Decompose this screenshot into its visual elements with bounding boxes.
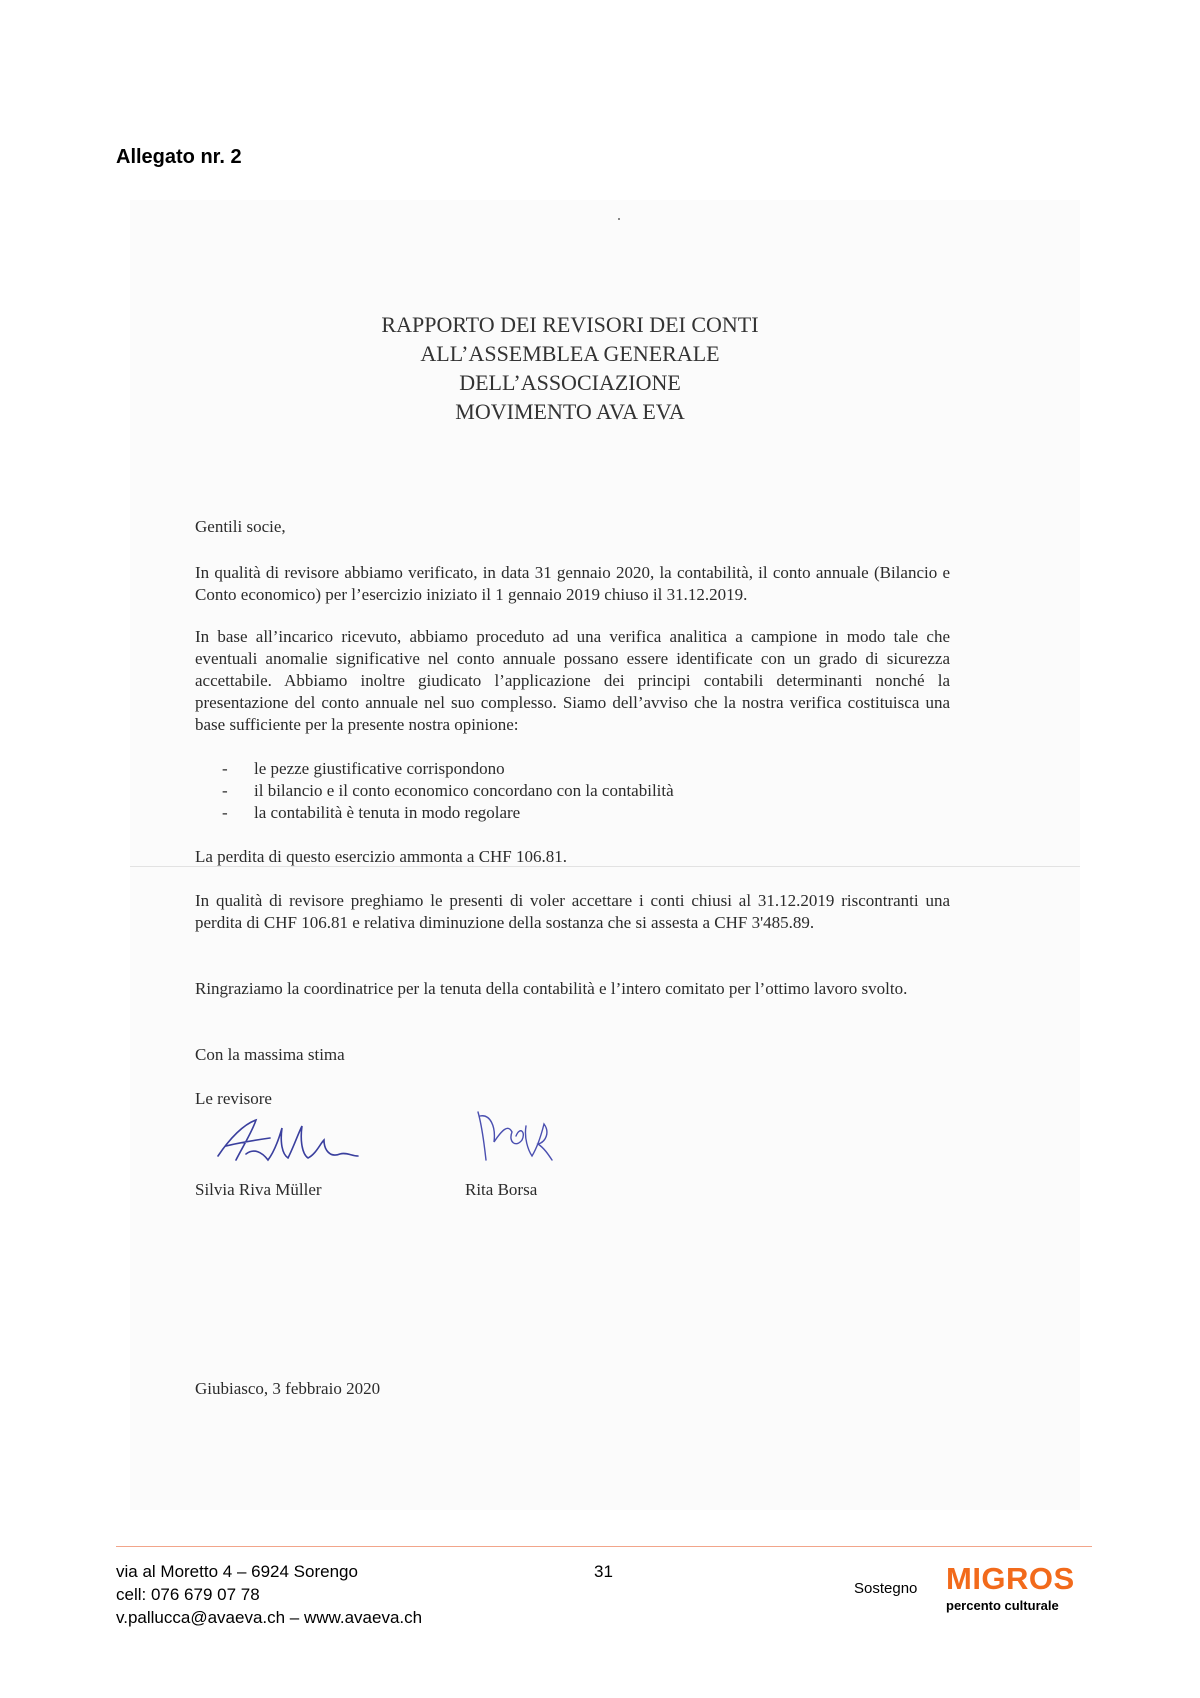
- paragraph-verification: In qualità di revisore abbiamo verificato, in data 31 gennaio 2020, la contabilità, il conto annuale (Bilancio e Conto economico) per l’esercizio iniziato il 1 gennaio 2019 chiuso il 31.12.2019.: [195, 563, 950, 604]
- findings-list: [222, 758, 674, 824]
- list-item: - le pezze giustificative corrispondono: [222, 759, 505, 778]
- address-line: cell: 076 679 07 78: [116, 1585, 260, 1604]
- list-item: - la contabilità è tenuta in modo regolare: [222, 803, 521, 822]
- perdita-statement: La perdita di questo esercizio ammonta a CHF 106.81.: [195, 847, 568, 866]
- sostegno-label: Sostegno: [854, 1580, 918, 1597]
- place-date: Giubiasco, 3 febbraio 2020: [195, 1379, 381, 1398]
- paragraph-procedure: In base all’incarico ricevuto, abbiamo proceduto ad una verifica analitica a campione in modo tale che eventuali anomalie significative nel conto annuale possano essere identificate con un grado di sicurezza accettabile. Abbiamo inoltre giudicato l’applicazione dei principi contabili determinanti nonché la presentazione del conto annuale nel suo complesso. Siamo dell’avviso che la nostra verifica costituisca una base sufficiente per la presente nostra opinione:: [195, 627, 950, 734]
- footer-divider: [116, 1546, 1092, 1547]
- signer-name-2: Rita Borsa: [465, 1180, 538, 1199]
- paragraph-thanks: Ringraziamo la coordinatrice per la tenuta della contabilità e l’intero comitato per l’ottimo lavoro svolto.: [195, 979, 908, 998]
- title-line: MOVIMENTO AVA EVA: [455, 399, 685, 424]
- title-line: RAPPORTO DEI REVISORI DEI CONTI: [381, 312, 759, 337]
- salutation: Gentili socie,: [195, 517, 286, 536]
- signature-rita: [472, 1102, 554, 1172]
- migros-logo-subtext: percento culturale: [946, 1598, 1059, 1613]
- title-line: ALL’ASSEMBLEA GENERALE: [420, 341, 720, 366]
- paragraph-request: In qualità di revisore preghiamo le presenti di voler accettare i conti chiusi al 31.12.2019 riscontranti una perdita di CHF 106.81 e relativa diminuzione della sostanza che si assesta a CHF 3'485.89.: [195, 891, 950, 932]
- closing: Con la massima stima: [195, 1045, 345, 1064]
- signers-label: Le revisore: [195, 1089, 272, 1108]
- signer-name-1: Silvia Riva Müller: [195, 1180, 322, 1199]
- migros-logo: MIGROS: [946, 1561, 1075, 1596]
- report-title: [250, 310, 890, 426]
- signature-silvia: [212, 1108, 362, 1170]
- address-line: via al Moretto 4 – 6924 Sorengo: [116, 1562, 358, 1581]
- list-item: - il bilancio e il conto economico concordano con la contabilità: [222, 781, 674, 800]
- page-number: 31: [594, 1562, 613, 1581]
- list-item-text: la contabilità è tenuta in modo regolare: [254, 803, 521, 822]
- scan-speck: [618, 218, 620, 220]
- footer-address: [116, 1560, 422, 1629]
- allegato-label: Allegato nr. 2: [116, 146, 242, 168]
- address-line: v.pallucca@avaeva.ch – www.avaeva.ch: [116, 1608, 423, 1627]
- title-line: DELL’ASSOCIAZIONE: [459, 370, 681, 395]
- list-item-text: le pezze giustificative corrispondono: [254, 759, 505, 778]
- list-item-text: il bilancio e il conto economico concordano con la contabilità: [254, 781, 674, 800]
